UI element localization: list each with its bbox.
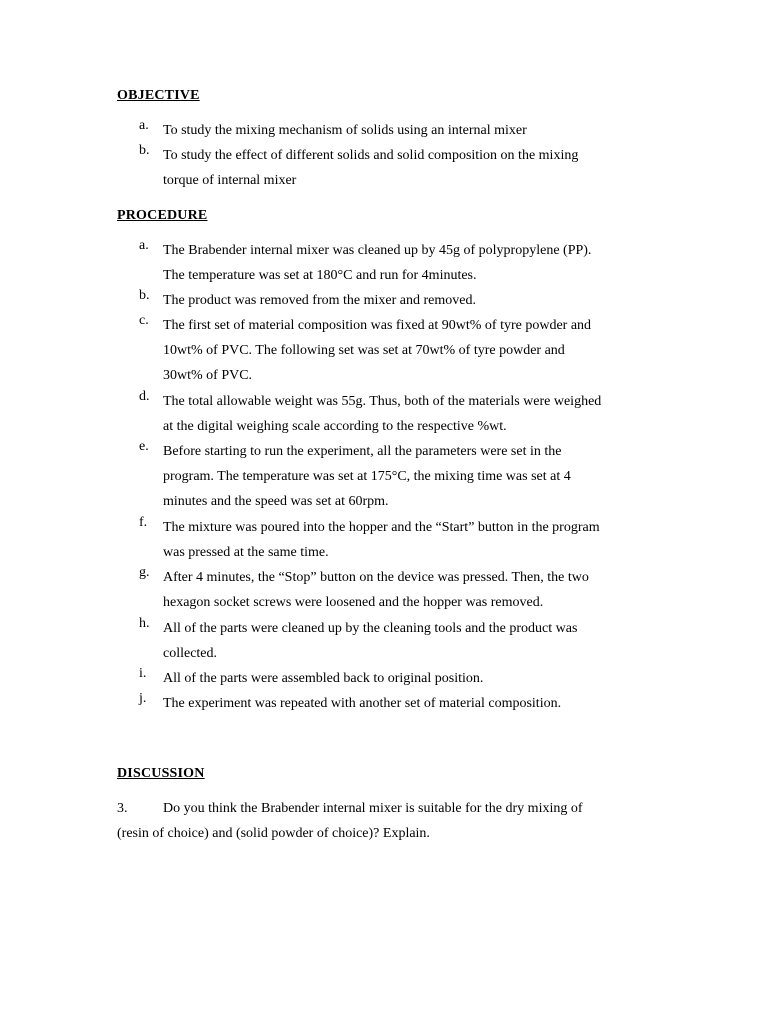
text-line: Before starting to run the experiment, all the parameters were set in the (163, 444, 562, 459)
text-line: The mixture was poured into the hopper and the “Start” button in the program (163, 520, 600, 535)
list-marker: e. (139, 439, 149, 454)
discussion-heading: DISCUSSION (117, 766, 205, 781)
text-line: collected. (163, 646, 218, 662)
question-number: 3. (117, 801, 128, 816)
text-line: minutes and the speed was set at 60rpm. (163, 494, 389, 510)
list-marker: i. (139, 666, 147, 681)
text-line: The total allowable weight was 55g. Thus, both of the materials were weighed (163, 394, 602, 409)
list-marker: j. (139, 691, 147, 706)
text-line: All of the parts were cleaned up by the cleaning tools and the product was (163, 621, 578, 636)
text-line: The experiment was repeated with another set of material composition. (163, 696, 562, 711)
list-marker: c. (139, 313, 149, 328)
list-marker: b. (139, 143, 150, 158)
question-text: Do you think the Brabender internal mixer is suitable for the dry mixing of (163, 801, 583, 816)
list-item-text (163, 666, 659, 691)
text-line: (resin of choice) and (solid powder of choice)? Explain. (117, 826, 430, 842)
text-line: The first set of material composition was fixed at 90wt% of tyre powder and (163, 318, 592, 333)
list-item-text (163, 565, 659, 615)
text-line: was pressed at the same time. (163, 545, 329, 561)
list-marker: a. (139, 238, 149, 253)
list-item-text (163, 238, 659, 288)
list-item-text (163, 118, 659, 143)
text-line: torque of internal mixer (163, 173, 297, 189)
text-line: To study the mixing mechanism of solids using an internal mixer (163, 123, 527, 138)
list-marker: b. (139, 288, 150, 303)
list-marker: a. (139, 118, 149, 133)
procedure-heading: PROCEDURE (117, 208, 208, 223)
text-line: hexagon socket screws were loosened and the hopper was removed. (163, 595, 544, 611)
list-item-text (163, 143, 659, 193)
text-line: program. The temperature was set at 175°C, the mixing time was set at 4 (163, 469, 571, 485)
list-item-text (163, 389, 659, 439)
text-line: The product was removed from the mixer and removed. (163, 293, 476, 308)
text-line: at the digital weighing scale according to the respective %wt. (163, 419, 507, 435)
list-item-text (163, 515, 659, 565)
list-item-text (163, 691, 659, 716)
discussion-question (117, 796, 657, 846)
list-marker: f. (139, 515, 148, 530)
text-line: To study the effect of different solids and solid composition on the mixing (163, 148, 579, 163)
list-item-text (163, 313, 659, 389)
text-line: 30wt% of PVC. (163, 368, 253, 384)
text-line: All of the parts were assembled back to original position. (163, 671, 484, 686)
text-line: The temperature was set at 180°C and run for 4minutes. (163, 268, 477, 284)
list-marker: h. (139, 616, 150, 631)
list-item-text (163, 439, 659, 515)
objective-heading: OBJECTIVE (117, 88, 200, 103)
list-marker: d. (139, 389, 150, 404)
list-item-text (163, 616, 659, 666)
text-line: The Brabender internal mixer was cleaned up by 45g of polypropylene (PP). (163, 243, 592, 258)
text-line: 10wt% of PVC. The following set was set at 70wt% of tyre powder and (163, 343, 565, 359)
text-line: After 4 minutes, the “Stop” button on the device was pressed. Then, the two (163, 570, 589, 585)
list-marker: g. (139, 565, 150, 580)
text-line (117, 796, 657, 821)
list-item-text (163, 288, 659, 313)
